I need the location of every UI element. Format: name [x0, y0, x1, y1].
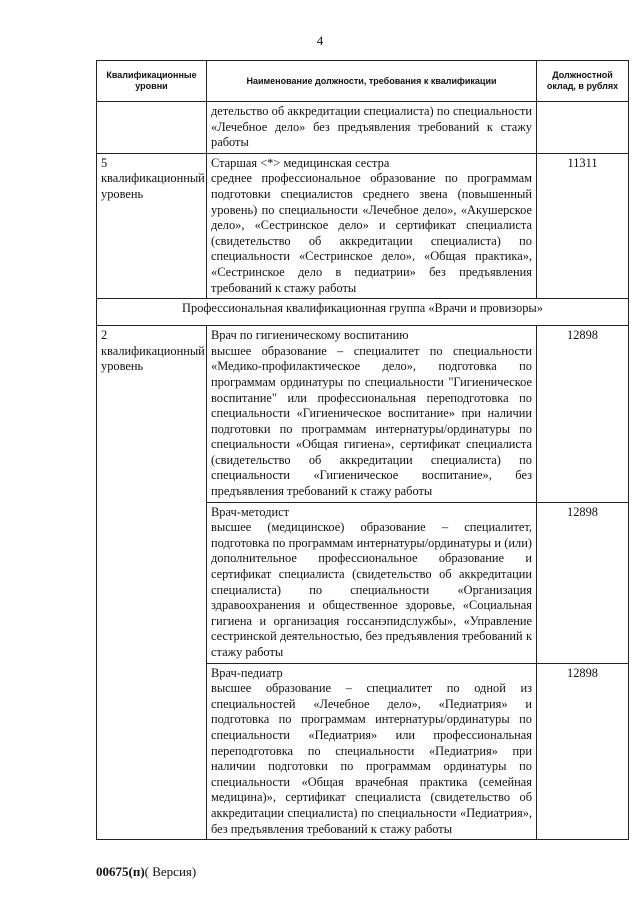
position-cell: [207, 153, 537, 298]
level-cell: 5 квалификационный уровень: [97, 153, 207, 298]
position-requirements: высшее (медицинское) образование – специалитет, подготовка по программам интернатуры/ординатуры и (или) дополнительное профессиональное образование и сертификат специалиста (свидетельство об аккредитации специалиста) по специальности «Организация здравоохранения и общественное здоровье, «Социальная гигиена и организация госсанэпидслужбы», «Управление сестринской деятельностью, без предъявления требований к стажу работы: [211, 520, 532, 659]
level-cell: [97, 102, 207, 154]
level-cell: 2 квалификационный уровень: [97, 326, 207, 840]
position-requirements: среднее профессиональное образование по программам подготовки специалистов среднего звена (повышенный уровень) по специальности «Лечебное дело», «Акушерское дело», «Сестринское дело» и сертификат специалиста (свидетельство об аккредитации специалиста) по специальности «Сестринское дело», «Общая практика», «Сестринское дело в педиатрии» без предъявления требований к стажу работы: [211, 171, 532, 295]
continuation-text: детельство об аккредитации специалиста) по специальности «Лечебное дело» без предъявления требований к стажу работы: [211, 104, 532, 150]
position-cell: [207, 502, 537, 663]
position-title: Врач-педиатр: [211, 665, 283, 680]
document-footer: [96, 864, 196, 880]
table-row: [97, 326, 629, 503]
table-row: [97, 153, 629, 298]
position-title: Врач-методист: [211, 504, 290, 519]
group-header: Профессиональная квалификационная группа «Врачи и провизоры»: [97, 299, 629, 326]
salary-cell: 11311: [537, 153, 629, 298]
position-requirements: высшее образование – специалитет по одной из специальностей «Лечебное дело», «Педиатрия» и подготовка по программам интернатуры/ординатуры по специальности «Педиатрия» или профессиональная переподготовка по специальности «Педиатрия» при наличии подготовки по программам ординатуры по специальности «Общая врачебная практика (семейная медицина)», сертификат специалиста (свидетельство об аккредитации специалиста) по специальности «Педиатрия», без предъявления требований к стажу работы: [211, 681, 532, 836]
salary-cell: 12898: [537, 326, 629, 503]
document-code: 00675(п): [96, 864, 145, 879]
position-cell: [207, 102, 537, 154]
salary-cell: [537, 102, 629, 154]
header-salary: Должностной оклад, в рублях: [537, 61, 629, 102]
header-position: Наименование должности, требования к квалификации: [207, 61, 537, 102]
group-header-row: [97, 299, 629, 326]
document-version: ( Версия): [144, 864, 197, 879]
qualification-table: [96, 60, 629, 840]
position-title: Старшая <*> медицинская сестра: [211, 155, 390, 170]
position-cell: [207, 663, 537, 840]
header-levels: Квалификационные уровни: [97, 61, 207, 102]
position-title: Врач по гигиеническому воспитанию: [211, 328, 409, 343]
position-requirements: высшее образование – специалитет по специальности «Медико-профилактическое дело», подготовка по программам ординатуры по специальности "Гигиеническое воспитание" или профессиональная переподготовка по специальности «Гигиеническое воспитание» при наличии подготовки по программам интернатуры/ординатуры по специальности «Общая гигиена», сертификат специалиста (свидетельство об аккредитации специалиста) по специальности «Гигиеническое воспитание», без предъявления требований к стажу работы: [211, 343, 532, 499]
salary-cell: 12898: [537, 663, 629, 840]
page-number: 4: [316, 33, 324, 48]
table-row: [97, 102, 629, 154]
salary-cell: 12898: [537, 502, 629, 663]
table-header-row: [97, 61, 629, 102]
position-cell: [207, 326, 537, 503]
